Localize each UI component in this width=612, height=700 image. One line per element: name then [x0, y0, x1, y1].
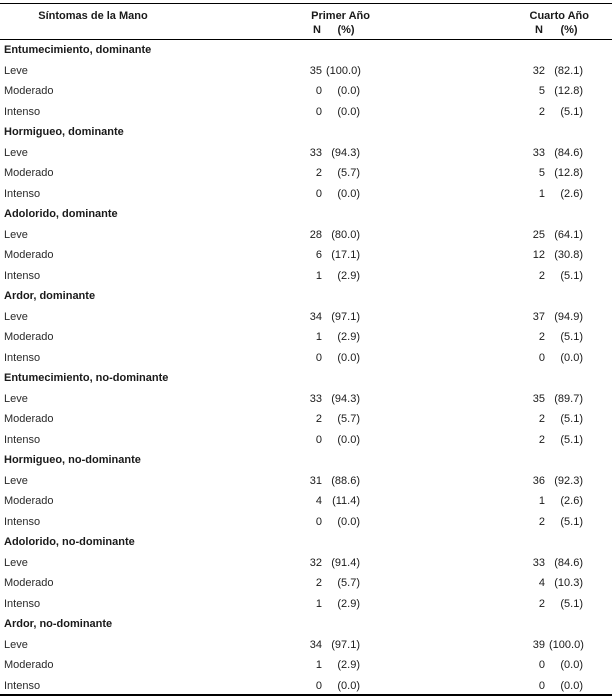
severity-label: Moderado — [4, 577, 54, 589]
fourth-year-pct: (0.0) — [560, 659, 583, 671]
fourth-year-n: 2 — [538, 269, 545, 282]
first-year-pct: (97.1) — [331, 638, 360, 651]
table-top-rule — [0, 3, 612, 4]
category-title: Hormigueo, dominante — [4, 126, 124, 138]
fourth-year-pct: (5.1) — [560, 515, 583, 528]
fourth-year-n: 2 — [538, 331, 545, 343]
fourth-year-pct: (5.1) — [560, 433, 583, 446]
severity-label: Leve — [4, 228, 28, 241]
first-year-n: 31 — [309, 474, 322, 487]
first-year-pct: (100.0) — [326, 64, 361, 77]
fourth-year-n: 33 — [532, 146, 545, 159]
first-year-pct: (0.0) — [337, 85, 360, 97]
header-fourth-year-n: N — [535, 24, 543, 36]
severity-label: Moderado — [4, 167, 54, 179]
severity-label: Intenso — [4, 679, 41, 692]
first-year-pct: (88.6) — [331, 474, 360, 487]
table-row — [0, 409, 612, 430]
category-row — [0, 614, 612, 635]
table-row — [0, 163, 612, 184]
table-bottom-rule — [0, 694, 612, 696]
first-year-pct: (5.7) — [337, 413, 360, 425]
first-year-n: 2 — [315, 413, 322, 425]
table-row — [0, 512, 612, 533]
category-title: Entumecimiento, dominante — [4, 44, 152, 56]
severity-label: Leve — [4, 392, 28, 405]
category-row — [0, 204, 612, 225]
first-year-n: 1 — [315, 269, 322, 282]
table-row — [0, 266, 612, 287]
fourth-year-n: 2 — [538, 413, 545, 425]
severity-label: Moderado — [4, 85, 54, 97]
fourth-year-n: 1 — [538, 187, 545, 200]
fourth-year-pct: (30.8) — [554, 249, 583, 261]
fourth-year-pct: (89.7) — [554, 392, 583, 405]
first-year-pct: (94.3) — [331, 392, 360, 405]
fourth-year-pct: (0.0) — [560, 351, 583, 364]
first-year-pct: (0.0) — [337, 105, 360, 118]
category-row — [0, 122, 612, 143]
first-year-n: 2 — [315, 577, 322, 589]
category-row — [0, 532, 612, 553]
first-year-pct: (0.0) — [337, 679, 360, 692]
first-year-n: 34 — [309, 638, 322, 651]
table-row — [0, 184, 612, 205]
category-row — [0, 368, 612, 389]
severity-label: Intenso — [4, 351, 41, 364]
severity-label: Leve — [4, 310, 28, 323]
table-row — [0, 471, 612, 492]
severity-label: Leve — [4, 64, 28, 77]
fourth-year-pct: (64.1) — [554, 228, 583, 241]
severity-label: Intenso — [4, 433, 41, 446]
fourth-year-n: 1 — [538, 495, 545, 507]
fourth-year-pct: (5.1) — [560, 597, 583, 610]
severity-label: Intenso — [4, 105, 41, 118]
fourth-year-pct: (84.6) — [554, 556, 583, 569]
first-year-pct: (0.0) — [337, 433, 360, 446]
table-row — [0, 348, 612, 369]
first-year-pct: (97.1) — [331, 310, 360, 323]
fourth-year-pct: (5.1) — [560, 105, 583, 118]
first-year-pct: (2.9) — [337, 659, 360, 671]
table-row — [0, 430, 612, 451]
first-year-n: 0 — [315, 679, 322, 692]
table-row — [0, 225, 612, 246]
severity-label: Moderado — [4, 331, 54, 343]
first-year-n: 33 — [309, 146, 322, 159]
table-body — [0, 40, 612, 696]
category-title: Adolorido, no-dominante — [4, 536, 135, 548]
table-row — [0, 655, 612, 676]
first-year-n: 32 — [309, 556, 322, 569]
fourth-year-pct: (2.6) — [560, 187, 583, 200]
header-fourth-year-pct: (%) — [560, 24, 578, 36]
severity-label: Leve — [4, 146, 28, 159]
header-first-year-n: N — [313, 24, 321, 36]
severity-label: Leve — [4, 474, 28, 487]
fourth-year-pct: (82.1) — [554, 64, 583, 77]
first-year-pct: (17.1) — [331, 249, 360, 261]
table-row — [0, 245, 612, 266]
table-row — [0, 81, 612, 102]
fourth-year-pct: (92.3) — [554, 474, 583, 487]
fourth-year-pct: (100.0) — [549, 638, 584, 651]
fourth-year-n: 4 — [538, 577, 545, 589]
severity-label: Intenso — [4, 597, 41, 610]
fourth-year-n: 32 — [532, 64, 545, 77]
first-year-pct: (2.9) — [337, 597, 360, 610]
first-year-n: 0 — [315, 105, 322, 118]
fourth-year-n: 5 — [538, 85, 545, 97]
fourth-year-n: 35 — [532, 392, 545, 405]
first-year-pct: (5.7) — [337, 167, 360, 179]
header-fourth-year: Cuarto Año — [529, 10, 589, 22]
first-year-n: 33 — [309, 392, 322, 405]
fourth-year-n: 0 — [538, 351, 545, 364]
fourth-year-pct: (5.1) — [560, 269, 583, 282]
table-row — [0, 389, 612, 410]
header-first-year-pct: (%) — [337, 24, 355, 36]
severity-label: Intenso — [4, 515, 41, 528]
first-year-pct: (0.0) — [337, 351, 360, 364]
fourth-year-pct: (0.0) — [560, 679, 583, 692]
header-first-year: Primer Año — [311, 10, 370, 22]
fourth-year-n: 33 — [532, 556, 545, 569]
first-year-pct: (80.0) — [331, 228, 360, 241]
first-year-pct: (5.7) — [337, 577, 360, 589]
fourth-year-n: 5 — [538, 167, 545, 179]
fourth-year-pct: (2.6) — [560, 495, 583, 507]
table-row — [0, 307, 612, 328]
table-row — [0, 143, 612, 164]
fourth-year-n: 2 — [538, 597, 545, 610]
first-year-n: 1 — [315, 659, 322, 671]
category-row — [0, 450, 612, 471]
fourth-year-n: 0 — [538, 679, 545, 692]
first-year-n: 4 — [315, 495, 322, 507]
severity-label: Moderado — [4, 413, 54, 425]
category-row — [0, 286, 612, 307]
severity-label: Leve — [4, 638, 28, 651]
table-row — [0, 61, 612, 82]
table-row — [0, 102, 612, 123]
table-row — [0, 635, 612, 656]
fourth-year-pct: (12.8) — [554, 85, 583, 97]
first-year-n: 0 — [315, 187, 322, 200]
first-year-n: 6 — [315, 249, 322, 261]
first-year-pct: (91.4) — [331, 556, 360, 569]
severity-label: Moderado — [4, 495, 54, 507]
category-title: Ardor, dominante — [4, 290, 96, 302]
fourth-year-n: 2 — [538, 105, 545, 118]
fourth-year-pct: (94.9) — [554, 310, 583, 323]
fourth-year-n: 25 — [532, 228, 545, 241]
fourth-year-n: 39 — [532, 638, 545, 651]
fourth-year-n: 37 — [532, 310, 545, 323]
table-row — [0, 327, 612, 348]
fourth-year-pct: (5.1) — [560, 331, 583, 343]
fourth-year-n: 12 — [532, 249, 545, 261]
table-row — [0, 553, 612, 574]
first-year-n: 1 — [315, 331, 322, 343]
severity-label: Intenso — [4, 187, 41, 200]
category-title: Adolorido, dominante — [4, 208, 118, 220]
first-year-n: 34 — [309, 310, 322, 323]
severity-label: Leve — [4, 556, 28, 569]
first-year-n: 1 — [315, 597, 322, 610]
first-year-pct: (11.4) — [332, 495, 360, 507]
table-row — [0, 594, 612, 615]
first-year-pct: (2.9) — [337, 331, 360, 343]
first-year-pct: (0.0) — [337, 187, 360, 200]
severity-label: Moderado — [4, 249, 54, 261]
category-title: Entumecimiento, no-dominante — [4, 372, 169, 384]
category-row — [0, 40, 612, 61]
fourth-year-pct: (5.1) — [560, 413, 583, 425]
fourth-year-n: 36 — [532, 474, 545, 487]
category-title: Hormigueo, no-dominante — [4, 454, 141, 466]
first-year-n: 2 — [315, 167, 322, 179]
first-year-n: 28 — [309, 228, 322, 241]
fourth-year-n: 2 — [538, 433, 545, 446]
table-row — [0, 573, 612, 594]
table-row — [0, 491, 612, 512]
fourth-year-n: 2 — [538, 515, 545, 528]
fourth-year-pct: (10.3) — [554, 577, 583, 589]
first-year-n: 0 — [315, 515, 322, 528]
table-row — [0, 676, 612, 697]
fourth-year-pct: (12.8) — [554, 167, 583, 179]
first-year-n: 0 — [315, 85, 322, 97]
first-year-pct: (0.0) — [337, 515, 360, 528]
first-year-n: 0 — [315, 433, 322, 446]
header-symptom: Síntomas de la Mano — [38, 10, 148, 22]
severity-label: Moderado — [4, 659, 54, 671]
first-year-pct: (2.9) — [337, 269, 360, 282]
first-year-pct: (94.3) — [331, 146, 360, 159]
first-year-n: 0 — [315, 351, 322, 364]
fourth-year-pct: (84.6) — [554, 146, 583, 159]
category-title: Ardor, no-dominante — [4, 618, 113, 630]
fourth-year-n: 0 — [538, 659, 545, 671]
severity-label: Intenso — [4, 269, 41, 282]
first-year-n: 35 — [309, 64, 322, 77]
